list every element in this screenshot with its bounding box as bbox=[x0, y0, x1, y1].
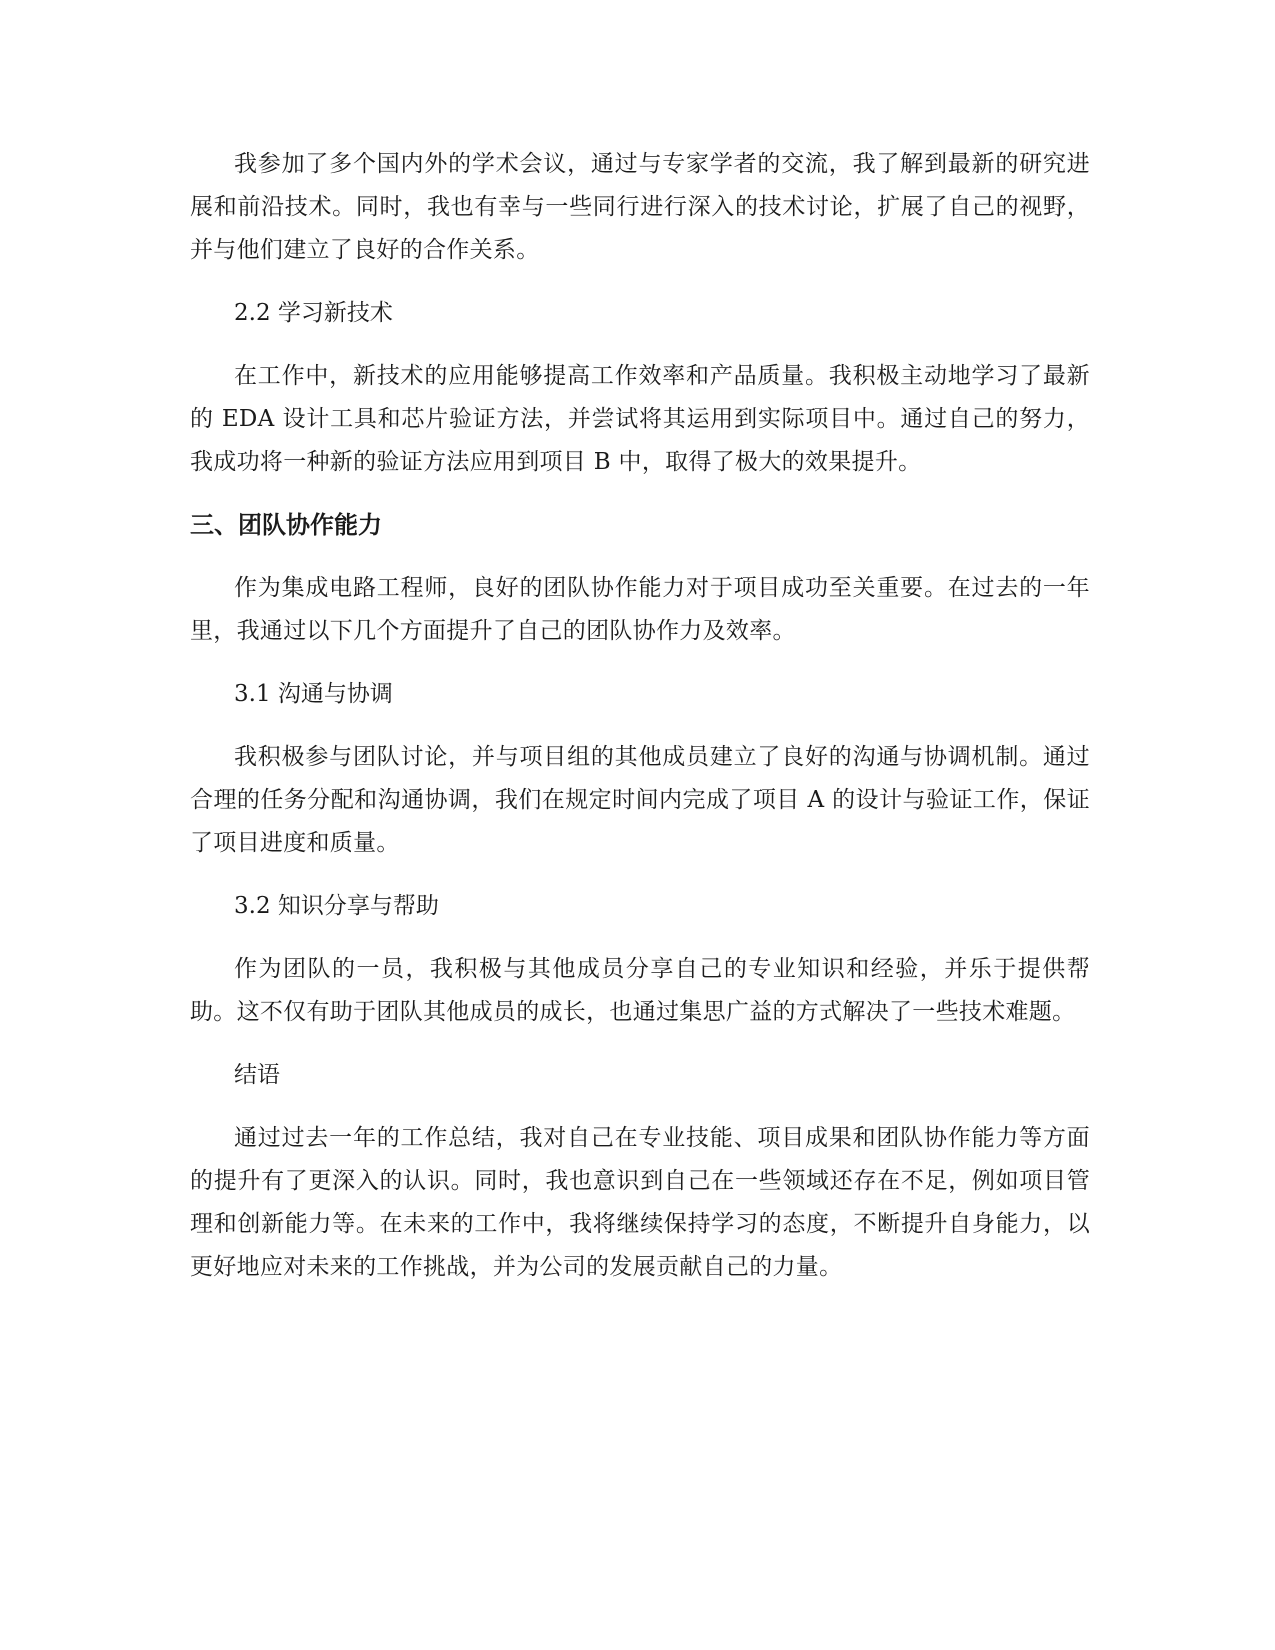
paragraph-teamwork-intro: 作为集成电路工程师，良好的团队协作能力对于项目成功至关重要。在过去的一年里，我通过以下几个方面提升了自己的团队协作力及效率。 bbox=[190, 575, 1090, 644]
paragraph-conferences: 我参加了多个国内外的学术会议，通过与专家学者的交流，我了解到最新的研究进展和前沿技术。同时，我也有幸与一些同行进行深入的技术讨论，扩展了自己的视野，并与他们建立了良好的合作关系。 bbox=[190, 151, 1090, 263]
subheading-3-1: 3.1 沟通与协调 bbox=[234, 681, 393, 707]
paragraph-knowledge-sharing: 作为团队的一员，我积极与其他成员分享自己的专业知识和经验，并乐于提供帮助。这不仅有助于团队其他成员的成长，也通过集思广益的方式解决了一些技术难题。 bbox=[190, 956, 1090, 1025]
section-heading-3: 三、团队协作能力 bbox=[190, 511, 382, 539]
paragraph-new-tech: 在工作中，新技术的应用能够提高工作效率和产品质量。我积极主动地学习了最新的 EDA 设计工具和芯片验证方法，并尝试将其运用到实际项目中。通过自己的努力，我成功将一种新的验证方法应用到项目 B 中，取得了极大的效果提升。 bbox=[190, 363, 1090, 475]
subheading-2-2: 2.2 学习新技术 bbox=[234, 300, 393, 326]
conclusion-title: 结语 bbox=[234, 1062, 280, 1088]
subheading-3-2: 3.2 知识分享与帮助 bbox=[234, 893, 439, 919]
document-body bbox=[190, 143, 1090, 1289]
paragraph-communication: 我积极参与团队讨论，并与项目组的其他成员建立了良好的沟通与协调机制。通过合理的任务分配和沟通协调，我们在规定时间内完成了项目 A 的设计与验证工作，保证了项目进度和质量。 bbox=[190, 744, 1090, 856]
paragraph-conclusion: 通过过去一年的工作总结，我对自己在专业技能、项目成果和团队协作能力等方面的提升有了更深入的认识。同时，我也意识到自己在一些领域还存在不足，例如项目管理和创新能力等。在未来的工作中，我将继续保持学习的态度，不断提升自身能力，以更好地应对未来的工作挑战，并为公司的发展贡献自己的力量。 bbox=[190, 1125, 1090, 1280]
